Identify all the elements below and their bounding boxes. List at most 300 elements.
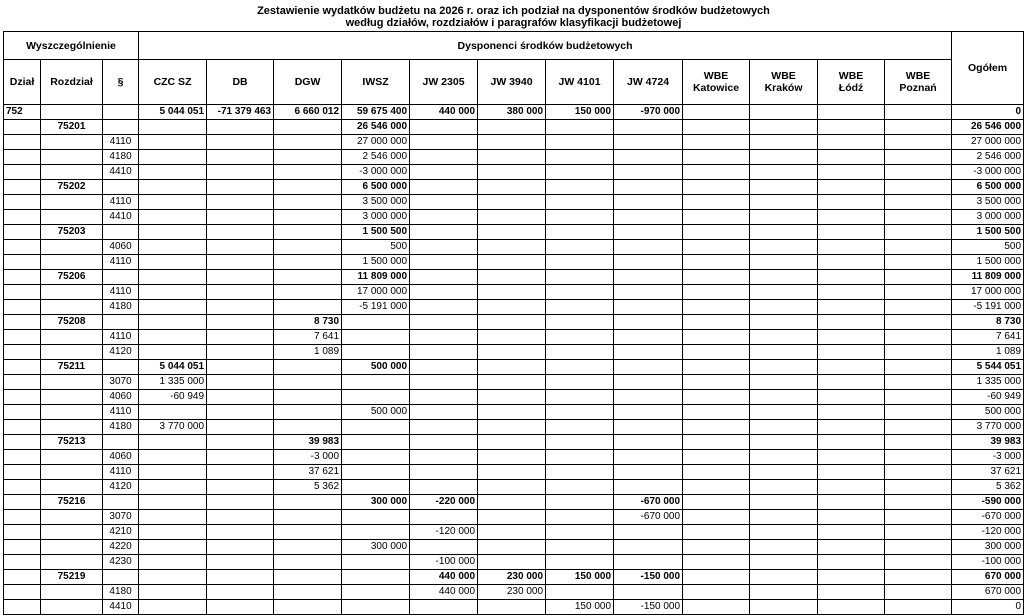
cell-value — [207, 315, 274, 330]
cell-paragraf — [103, 105, 139, 120]
cell-paragraf: 4110 — [103, 135, 139, 150]
cell-value — [274, 240, 342, 255]
cell-value — [683, 300, 750, 315]
cell-paragraf: 4410 — [103, 165, 139, 180]
cell-rozdzial — [41, 105, 103, 120]
table-row — [4, 585, 1024, 600]
cell-value — [274, 360, 342, 375]
cell-value — [478, 315, 546, 330]
cell-total: 300 000 — [952, 540, 1024, 555]
cell-value — [885, 435, 952, 450]
cell-total: 11 809 000 — [952, 270, 1024, 285]
cell-value — [274, 570, 342, 585]
cell-value — [207, 495, 274, 510]
cell-total: 670 000 — [952, 570, 1024, 585]
cell-total: 5 362 — [952, 480, 1024, 495]
cell-value: 3 500 000 — [342, 195, 410, 210]
cell-value: -3 000 000 — [342, 165, 410, 180]
cell-value — [683, 435, 750, 450]
cell-value — [683, 570, 750, 585]
cell-value — [478, 300, 546, 315]
table-row — [4, 600, 1024, 615]
cell-value — [614, 375, 683, 390]
table-row — [4, 165, 1024, 180]
cell-value — [614, 585, 683, 600]
cell-value: 37 621 — [274, 465, 342, 480]
cell-value — [274, 135, 342, 150]
cell-value — [410, 255, 478, 270]
cell-value: 500 000 — [342, 360, 410, 375]
cell-value — [683, 405, 750, 420]
cell-value — [885, 420, 952, 435]
cell-dzial — [4, 180, 41, 195]
cell-total: 2 546 000 — [952, 150, 1024, 165]
cell-value — [546, 405, 614, 420]
column-header-dysponent: WBE Katowice — [683, 60, 750, 105]
cell-value — [614, 525, 683, 540]
cell-value: 150 000 — [546, 600, 614, 615]
cell-value — [546, 525, 614, 540]
cell-value — [885, 600, 952, 615]
cell-paragraf — [103, 435, 139, 450]
cell-value — [683, 255, 750, 270]
cell-value — [750, 465, 818, 480]
column-header-dysponent: WBE Łódź — [818, 60, 885, 105]
cell-value — [614, 540, 683, 555]
cell-value — [207, 150, 274, 165]
cell-value — [683, 345, 750, 360]
cell-value: 300 000 — [342, 495, 410, 510]
cell-value — [614, 225, 683, 240]
cell-value — [410, 480, 478, 495]
cell-value — [478, 480, 546, 495]
cell-value — [207, 210, 274, 225]
cell-value — [139, 255, 207, 270]
cell-value — [750, 150, 818, 165]
cell-value — [885, 510, 952, 525]
cell-value — [207, 225, 274, 240]
cell-value — [750, 570, 818, 585]
cell-value — [614, 210, 683, 225]
cell-value — [274, 225, 342, 240]
cell-value — [478, 375, 546, 390]
cell-value — [342, 330, 410, 345]
cell-value — [139, 480, 207, 495]
cell-value — [885, 375, 952, 390]
cell-value — [274, 555, 342, 570]
cell-rozdzial: 75211 — [41, 360, 103, 375]
cell-value — [410, 270, 478, 285]
table-row — [4, 465, 1024, 480]
column-header-dysponent: WBE Kraków — [750, 60, 818, 105]
cell-value — [410, 225, 478, 240]
cell-total: -60 949 — [952, 390, 1024, 405]
cell-value — [750, 255, 818, 270]
cell-rozdzial — [41, 585, 103, 600]
cell-dzial — [4, 210, 41, 225]
cell-value: 1 500 000 — [342, 255, 410, 270]
cell-value: 2 546 000 — [342, 150, 410, 165]
cell-total: -3 000 — [952, 450, 1024, 465]
cell-value — [207, 120, 274, 135]
cell-rozdzial — [41, 480, 103, 495]
cell-value — [750, 360, 818, 375]
cell-rozdzial — [41, 255, 103, 270]
cell-paragraf: 4110 — [103, 285, 139, 300]
cell-value — [274, 525, 342, 540]
cell-value — [274, 510, 342, 525]
cell-value — [546, 300, 614, 315]
cell-value: 440 000 — [410, 570, 478, 585]
cell-paragraf: 4180 — [103, 150, 139, 165]
cell-value — [885, 270, 952, 285]
cell-value — [683, 420, 750, 435]
table-row — [4, 570, 1024, 585]
cell-value — [546, 450, 614, 465]
cell-value — [207, 585, 274, 600]
cell-value — [683, 150, 750, 165]
cell-value — [478, 495, 546, 510]
cell-value — [207, 255, 274, 270]
cell-value — [546, 420, 614, 435]
cell-value — [614, 360, 683, 375]
cell-value — [750, 300, 818, 315]
cell-paragraf — [103, 225, 139, 240]
cell-rozdzial — [41, 510, 103, 525]
table-row — [4, 240, 1024, 255]
cell-value — [818, 540, 885, 555]
cell-value — [818, 210, 885, 225]
cell-value: 7 641 — [274, 330, 342, 345]
cell-value: 150 000 — [546, 105, 614, 120]
cell-value — [885, 210, 952, 225]
cell-value — [139, 225, 207, 240]
cell-value — [342, 525, 410, 540]
cell-value: 230 000 — [478, 570, 546, 585]
cell-value: -60 949 — [139, 390, 207, 405]
cell-value — [546, 285, 614, 300]
cell-dzial: 752 — [4, 105, 41, 120]
cell-value — [614, 270, 683, 285]
table-row — [4, 510, 1024, 525]
table-row — [4, 285, 1024, 300]
cell-value — [750, 345, 818, 360]
column-header-dysponent: JW 4101 — [546, 60, 614, 105]
cell-value — [750, 450, 818, 465]
cell-total: -100 000 — [952, 555, 1024, 570]
cell-value — [207, 510, 274, 525]
cell-value — [614, 165, 683, 180]
cell-paragraf: 4180 — [103, 585, 139, 600]
cell-value — [207, 525, 274, 540]
cell-value — [139, 330, 207, 345]
cell-value — [139, 165, 207, 180]
cell-value: 380 000 — [478, 105, 546, 120]
cell-dzial — [4, 120, 41, 135]
cell-total: -670 000 — [952, 510, 1024, 525]
cell-value — [274, 285, 342, 300]
cell-value — [410, 600, 478, 615]
cell-value — [342, 450, 410, 465]
cell-rozdzial: 75206 — [41, 270, 103, 285]
cell-value — [885, 150, 952, 165]
cell-total: 500 000 — [952, 405, 1024, 420]
cell-value — [207, 390, 274, 405]
cell-value — [410, 150, 478, 165]
cell-value: -970 000 — [614, 105, 683, 120]
cell-value: 500 000 — [342, 405, 410, 420]
cell-rozdzial — [41, 540, 103, 555]
cell-value — [478, 405, 546, 420]
cell-value — [342, 570, 410, 585]
cell-dzial — [4, 330, 41, 345]
cell-rozdzial — [41, 345, 103, 360]
cell-value — [614, 345, 683, 360]
cell-value — [274, 180, 342, 195]
cell-value: 1 335 000 — [139, 375, 207, 390]
cell-value — [207, 360, 274, 375]
cell-paragraf: 4120 — [103, 480, 139, 495]
cell-value — [885, 240, 952, 255]
cell-value — [342, 375, 410, 390]
cell-rozdzial — [41, 330, 103, 345]
cell-value: 5 044 051 — [139, 105, 207, 120]
cell-value — [342, 465, 410, 480]
cell-rozdzial — [41, 600, 103, 615]
cell-value: -670 000 — [614, 510, 683, 525]
cell-value — [478, 270, 546, 285]
cell-value — [274, 405, 342, 420]
cell-value — [683, 240, 750, 255]
cell-paragraf — [103, 120, 139, 135]
cell-value — [818, 525, 885, 540]
cell-value — [546, 435, 614, 450]
cell-paragraf: 4220 — [103, 540, 139, 555]
cell-value — [885, 225, 952, 240]
cell-rozdzial — [41, 300, 103, 315]
cell-value — [478, 240, 546, 255]
cell-paragraf: 4410 — [103, 600, 139, 615]
cell-value: -150 000 — [614, 600, 683, 615]
cell-paragraf: 4060 — [103, 450, 139, 465]
cell-dzial — [4, 405, 41, 420]
cell-value — [683, 555, 750, 570]
cell-value — [546, 315, 614, 330]
cell-value — [410, 420, 478, 435]
cell-value — [139, 555, 207, 570]
cell-value — [274, 210, 342, 225]
cell-value — [546, 540, 614, 555]
cell-value — [818, 165, 885, 180]
cell-value — [683, 495, 750, 510]
cell-rozdzial: 75208 — [41, 315, 103, 330]
cell-value — [478, 435, 546, 450]
cell-value — [342, 345, 410, 360]
cell-value — [750, 315, 818, 330]
cell-value — [207, 300, 274, 315]
cell-value — [614, 330, 683, 345]
cell-value — [546, 510, 614, 525]
cell-value: 27 000 000 — [342, 135, 410, 150]
cell-value — [885, 135, 952, 150]
cell-paragraf — [103, 270, 139, 285]
cell-rozdzial — [41, 450, 103, 465]
cell-value: 300 000 — [342, 540, 410, 555]
cell-rozdzial: 75213 — [41, 435, 103, 450]
table-row — [4, 435, 1024, 450]
table-row — [4, 255, 1024, 270]
cell-dzial — [4, 480, 41, 495]
cell-value — [885, 315, 952, 330]
cell-value — [750, 390, 818, 405]
cell-dzial — [4, 495, 41, 510]
cell-total: 1 089 — [952, 345, 1024, 360]
cell-value — [207, 165, 274, 180]
cell-total: 3 500 000 — [952, 195, 1024, 210]
cell-value — [546, 390, 614, 405]
column-header-paragraf: § — [103, 60, 139, 105]
cell-value — [139, 540, 207, 555]
cell-value — [750, 270, 818, 285]
cell-paragraf: 3070 — [103, 375, 139, 390]
cell-paragraf — [103, 360, 139, 375]
cell-value — [614, 405, 683, 420]
cell-value — [683, 465, 750, 480]
cell-value — [207, 345, 274, 360]
cell-value — [683, 210, 750, 225]
cell-value — [410, 165, 478, 180]
cell-value — [478, 555, 546, 570]
cell-value — [683, 360, 750, 375]
cell-value — [750, 225, 818, 240]
cell-value — [274, 270, 342, 285]
cell-value: 11 809 000 — [342, 270, 410, 285]
cell-value: -71 379 463 — [207, 105, 274, 120]
cell-value — [885, 285, 952, 300]
cell-value — [207, 570, 274, 585]
cell-value — [410, 120, 478, 135]
cell-value — [139, 495, 207, 510]
cell-value: 1 500 500 — [342, 225, 410, 240]
cell-value — [683, 480, 750, 495]
cell-value — [818, 300, 885, 315]
cell-value — [818, 105, 885, 120]
column-header-dysponent: WBE Poznań — [885, 60, 952, 105]
cell-total: 500 — [952, 240, 1024, 255]
cell-value — [750, 540, 818, 555]
cell-dzial — [4, 585, 41, 600]
cell-value — [342, 510, 410, 525]
cell-value: -120 000 — [410, 525, 478, 540]
cell-value: 39 983 — [274, 435, 342, 450]
cell-value — [818, 450, 885, 465]
cell-value: 440 000 — [410, 105, 478, 120]
cell-value — [274, 495, 342, 510]
cell-value — [818, 360, 885, 375]
cell-value — [885, 525, 952, 540]
cell-total: 37 621 — [952, 465, 1024, 480]
cell-value — [614, 420, 683, 435]
cell-total: 5 544 051 — [952, 360, 1024, 375]
cell-value — [885, 180, 952, 195]
table-row — [4, 120, 1024, 135]
cell-value — [885, 555, 952, 570]
cell-value — [885, 165, 952, 180]
cell-dzial — [4, 195, 41, 210]
cell-value — [750, 330, 818, 345]
cell-value: 8 730 — [274, 315, 342, 330]
cell-value — [546, 495, 614, 510]
cell-total: 670 000 — [952, 585, 1024, 600]
cell-value — [614, 285, 683, 300]
cell-value: 26 546 000 — [342, 120, 410, 135]
cell-rozdzial — [41, 135, 103, 150]
cell-value — [750, 210, 818, 225]
cell-paragraf: 4180 — [103, 420, 139, 435]
cell-value — [207, 420, 274, 435]
cell-value — [207, 540, 274, 555]
cell-value — [683, 330, 750, 345]
cell-value — [139, 465, 207, 480]
cell-total: 8 730 — [952, 315, 1024, 330]
table-row — [4, 345, 1024, 360]
cell-dzial — [4, 570, 41, 585]
cell-value — [683, 180, 750, 195]
cell-value — [410, 315, 478, 330]
cell-value — [885, 585, 952, 600]
cell-dzial — [4, 375, 41, 390]
cell-value — [818, 120, 885, 135]
cell-value — [546, 255, 614, 270]
cell-dzial — [4, 435, 41, 450]
header-row-columns — [4, 60, 1024, 105]
cell-value — [478, 210, 546, 225]
table-row — [4, 270, 1024, 285]
cell-value — [207, 600, 274, 615]
cell-paragraf: 4410 — [103, 210, 139, 225]
cell-value — [139, 180, 207, 195]
cell-value — [274, 150, 342, 165]
cell-value — [750, 105, 818, 120]
cell-value — [818, 510, 885, 525]
cell-dzial — [4, 225, 41, 240]
cell-value — [750, 510, 818, 525]
cell-total: 6 500 000 — [952, 180, 1024, 195]
column-header-dysponent: JW 2305 — [410, 60, 478, 105]
cell-value — [546, 330, 614, 345]
table-row — [4, 300, 1024, 315]
table-row — [4, 540, 1024, 555]
cell-value — [885, 120, 952, 135]
cell-dzial — [4, 540, 41, 555]
column-header-dysponent: JW 3940 — [478, 60, 546, 105]
cell-value: -5 191 000 — [342, 300, 410, 315]
cell-value — [478, 450, 546, 465]
cell-value — [478, 255, 546, 270]
cell-value — [207, 240, 274, 255]
cell-value — [750, 240, 818, 255]
table-row — [4, 135, 1024, 150]
cell-value — [818, 555, 885, 570]
cell-value — [207, 270, 274, 285]
cell-value — [818, 405, 885, 420]
cell-value — [750, 120, 818, 135]
cell-value — [614, 300, 683, 315]
cell-value — [683, 375, 750, 390]
cell-value — [818, 270, 885, 285]
cell-value — [478, 165, 546, 180]
cell-value — [410, 540, 478, 555]
